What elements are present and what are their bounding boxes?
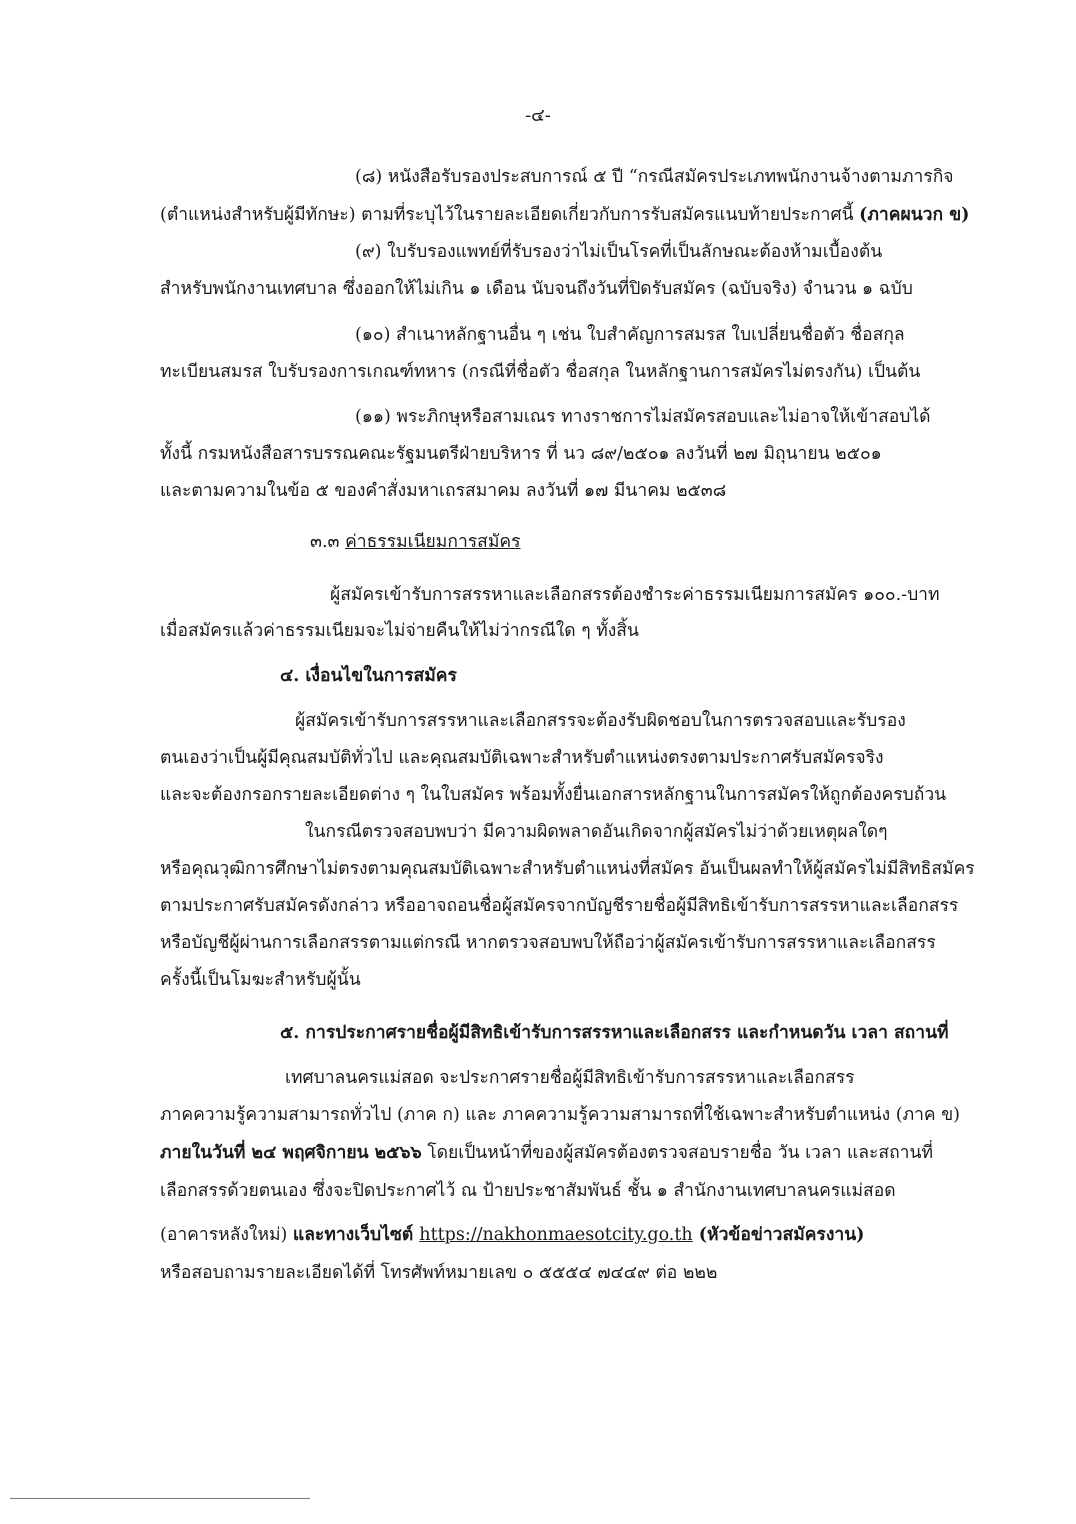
section-4-p2-line1: ในกรณีตรวจสอบพบว่า มีความผิดพลาดอันเกิดจากผู้สมัครไม่ว่าด้วยเหตุผลใดๆ (305, 822, 888, 842)
section-3-3-heading (310, 527, 521, 557)
new-building-label: (อาคารหลังใหม่) (160, 1225, 293, 1245)
website-label: และทางเว็บไซต์ (292, 1225, 420, 1245)
item8-line2 (160, 200, 969, 230)
footer-divider (10, 1498, 310, 1499)
section-5-line3 (160, 1138, 933, 1168)
section-5-line4: เลือกสรรด้วยตนเอง ซึ่งจะปิดประกาศไว้ ณ ป้ายประชาสัมพันธ์ ชั้น ๑ สำนักงานเทศบาลนครแม่สอด (160, 1181, 896, 1201)
item8-line1: (๘) หนังสือรับรองประสบการณ์ ๕ ปี “กรณีสมัครประเภทพนักงานจ้างตามภารกิจ (355, 167, 954, 187)
item10-line1: (๑๐) สำเนาหลักฐานอื่น ๆ เช่น ใบสำคัญการสมรส ใบเปลี่ยนชื่อตัว ชื่อสกุล (355, 325, 905, 345)
section-4-p2-line5: ครั้งนี้เป็นโมฆะสำหรับผู้นั้น (160, 970, 361, 990)
item11-line2: ทั้งนี้ กรมหนังสือสารบรรณคณะรัฐมนตรีฝ่ายบริหาร ที่ นว ๘๙/๒๕๐๑ ลงวันที่ ๒๗ มิถุนายน ๒๕๐๑ (160, 444, 882, 464)
section-5-heading: ๕. การประกาศรายชื่อผู้มีสิทธิเข้ารับการสรรหาและเลือกสรร และกำหนดวัน เวลา สถานที่ (280, 1023, 949, 1043)
section-4-p2-line3: ตามประกาศรับสมัครดังกล่าว หรืออาจถอนชื่อผู้สมัครจากบัญชีรายชื่อผู้มีสิทธิเข้ารับการสรรหาและเลือกสรร (160, 896, 959, 916)
section-4-p2-line4: หรือบัญชีผู้ผ่านการเลือกสรรตามแต่กรณี หากตรวจสอบพบให้ถือว่าผู้สมัครเข้ารับการสรรหาและเลือกสรร (160, 933, 936, 953)
appendix-b-label: (ภาคผนวก ข) (859, 205, 970, 225)
item9-line2: สำหรับพนักงานเทศบาล ซึ่งออกให้ไม่เกิน ๑ เดือน นับจนถึงวันที่ปิดรับสมัคร (ฉบับจริง) จำนวน ๑ ฉบับ (160, 279, 913, 299)
job-news-label: (หัวข้อข่าวสมัครงาน) (692, 1225, 865, 1245)
deadline-date: ภายในวันที่ ๒๔ พฤศจิกายน ๒๕๖๖ (160, 1143, 422, 1163)
section-4-heading: ๔. เงื่อนไขในการสมัคร (280, 666, 457, 686)
item9-line1: (๙) ใบรับรองแพทย์ที่รับรองว่าไม่เป็นโรคที่เป็นลักษณะต้องห้ามเบื้องต้น (355, 242, 883, 262)
section-5-line1: เทศบาลนครแม่สอด จะประกาศรายชื่อผู้มีสิทธิเข้ารับการสรรหาและเลือกสรร (285, 1068, 855, 1088)
section-4-p1-line2: ตนเองว่าเป็นผู้มีคุณสมบัติทั่วไป และคุณสมบัติเฉพาะสำหรับตำแหน่งตรงตามประกาศรับสมัครจริง (160, 748, 884, 768)
page-number: -๔- (525, 105, 551, 126)
section-4-p1-line3: และจะต้องกรอกรายละเอียดต่าง ๆ ในใบสมัคร พร้อมทั้งยื่นเอกสารหลักฐานในการสมัครให้ถูกต้องครบถ้วน (160, 785, 947, 805)
section-5-line5 (160, 1220, 864, 1250)
item8-line2-text: (ตำแหน่งสำหรับผู้มีทักษะ) ตามที่ระบุไว้ในรายละเอียดเกี่ยวกับการรับสมัครแนบท้ายประกาศนี้ (160, 205, 860, 225)
website-link[interactable]: https://nakhonmaesotcity.go.th (419, 1225, 693, 1245)
section-4-p1-line1: ผู้สมัครเข้ารับการสรรหาและเลือกสรรจะต้องรับผิดชอบในการตรวจสอบและรับรอง (295, 711, 906, 731)
section-3-3-line2: เมื่อสมัครแล้วค่าธรรมเนียมจะไม่จ่ายคืนให้ไม่ว่ากรณีใด ๆ ทั้งสิ้น (160, 621, 639, 641)
section-3-3-number: ๓.๓ (310, 532, 346, 552)
item10-line2: ทะเบียนสมรส ใบรับรองการเกณฑ์ทหาร (กรณีที่ชื่อตัว ชื่อสกุล ในหลักฐานการสมัครไม่ตรงกัน) เป็นต้น (160, 362, 921, 382)
section-5-line2: ภาคความรู้ความสามารถทั่วไป (ภาค ก) และ ภาคความรู้ความสามารถที่ใช้เฉพาะสำหรับตำแหน่ง (ภาค ข) (160, 1105, 960, 1125)
item11-line1: (๑๑) พระภิกษุหรือสามเณร ทางราชการไม่สมัครสอบและไม่อาจให้เข้าสอบได้ (355, 407, 931, 427)
section-3-3-title: ค่าธรรมเนียมการสมัคร (345, 532, 521, 552)
section-5-line3-text: โดยเป็นหน้าที่ของผู้สมัครต้องตรวจสอบรายชื่อ วัน เวลา และสถานที่ (421, 1143, 934, 1163)
section-4-p2-line2: หรือคุณวุฒิการศึกษาไม่ตรงตามคุณสมบัติเฉพาะสำหรับตำแหน่งที่สมัคร อันเป็นผลทำให้ผู้สมัครไม่มีสิทธิสมัคร (160, 859, 975, 879)
section-3-3-line1: ผู้สมัครเข้ารับการสรรหาและเลือกสรรต้องชำระค่าธรรมเนียมการสมัคร ๑๐๐.-บาท (330, 585, 940, 605)
section-5-line6: หรือสอบถามรายละเอียดได้ที่ โทรศัพท์หมายเลข ๐ ๕๕๕๔ ๗๔๔๙ ต่อ ๒๒๒ (160, 1263, 718, 1283)
item11-line3: และตามความในข้อ ๕ ของคำสั่งมหาเถรสมาคม ลงวันที่ ๑๗ มีนาคม ๒๕๓๘ (160, 481, 727, 501)
